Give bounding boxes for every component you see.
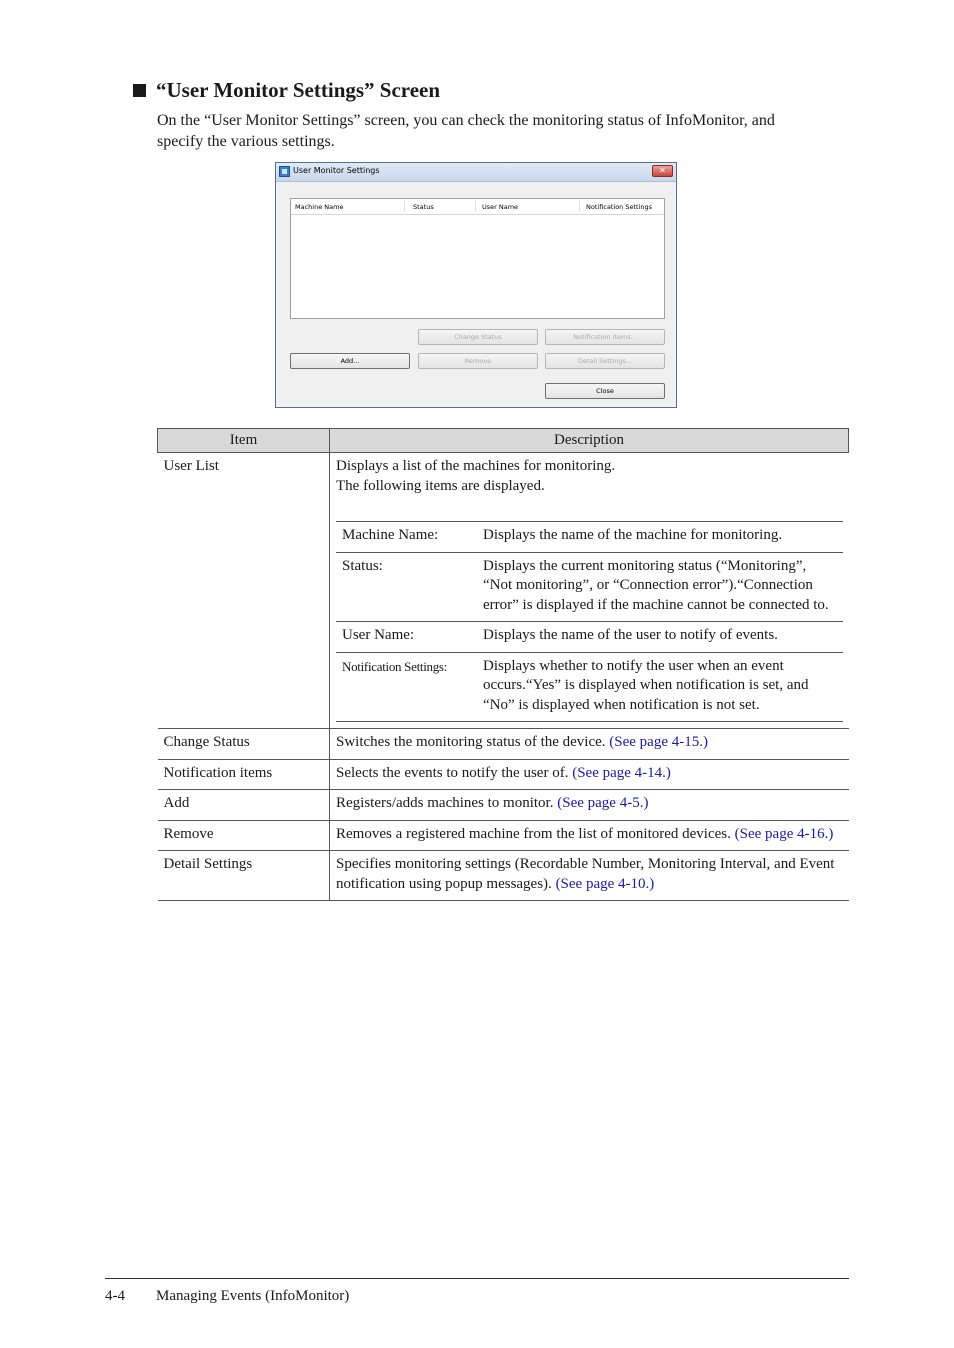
see-page-link[interactable]: (See page 4-15.)	[609, 734, 708, 750]
description-cell	[330, 820, 849, 851]
user-monitor-settings-dialog	[275, 162, 677, 408]
field-label: Status:	[336, 552, 477, 622]
field-description: Displays the name of the user to notify of events.	[477, 622, 843, 653]
table-row	[158, 820, 849, 851]
section-heading	[133, 76, 440, 104]
section-heading-text: “User Monitor Settings” Screen	[156, 78, 441, 102]
table-row	[158, 851, 849, 901]
field-row	[336, 652, 843, 722]
column-notification-settings[interactable]: Notification Settings	[586, 203, 653, 211]
item-cell: Notification items	[158, 759, 330, 790]
intro-paragraph: On the “User Monitor Settings” screen, you can check the monitoring status of InfoMonitor, and specify the various settings.	[157, 112, 775, 150]
description-cell	[330, 759, 849, 790]
table-row	[158, 759, 849, 790]
see-page-link[interactable]: (See page 4-10.)	[555, 875, 655, 892]
description-text: Switches the monitoring status of the device.	[336, 734, 610, 750]
page-number: 4-4	[105, 1288, 125, 1304]
description-text: Registers/adds machines to monitor.	[336, 795, 558, 811]
header-description: Description	[330, 429, 849, 453]
field-label: Notification Settings:	[336, 652, 477, 722]
description-text: Specifies monitoring settings (Recordable Number, Monitoring Interval, and Event notification using popup messages).	[336, 856, 835, 892]
description-cell	[330, 729, 849, 760]
description-cell	[330, 790, 849, 821]
field-description: Displays whether to notify the user when an event occurs.“Yes” is displayed when notification is set, and “No” is displayed when notification is not set.	[477, 652, 843, 722]
close-icon[interactable]: ✕	[652, 165, 673, 177]
column-user-name[interactable]: User Name	[482, 203, 519, 211]
user-list-fields	[336, 521, 843, 722]
detail-settings-button[interactable]: Detail Settings...	[545, 353, 665, 369]
dialog-titlebar	[276, 163, 676, 182]
column-machine-name[interactable]: Machine Name	[295, 203, 344, 211]
change-status-button[interactable]: Change Status	[418, 329, 538, 345]
remove-button[interactable]: Remove	[418, 353, 538, 369]
table-row	[158, 729, 849, 760]
item-cell: Add	[158, 790, 330, 821]
dialog-title: User Monitor Settings	[293, 166, 380, 175]
item-description-table	[157, 428, 849, 901]
description-cell	[330, 453, 849, 729]
description-text: Selects the events to notify the user of.	[336, 764, 573, 781]
field-label: Machine Name:	[336, 522, 477, 553]
list-header	[291, 199, 664, 215]
app-icon	[279, 166, 290, 177]
square-bullet-icon	[133, 84, 146, 97]
field-row	[336, 622, 843, 653]
header-item: Item	[158, 429, 330, 453]
chapter-title: Managing Events (InfoMonitor)	[156, 1288, 350, 1304]
field-description: Displays the name of the machine for monitoring.	[477, 522, 843, 553]
table-row	[158, 790, 849, 821]
description-line: The following items are displayed.	[336, 477, 545, 494]
dialog-client	[279, 182, 673, 404]
close-button[interactable]: Close	[545, 383, 665, 399]
table-row	[158, 453, 849, 729]
see-page-link[interactable]: (See page 4-14.)	[572, 764, 671, 781]
see-page-link[interactable]: (See page 4-5.)	[557, 795, 649, 811]
description-text: Removes a registered machine from the list of monitored devices.	[336, 825, 735, 842]
page-footer	[105, 1286, 349, 1306]
footer-divider	[105, 1278, 849, 1279]
item-cell: User List	[158, 453, 330, 729]
description-line: Displays a list of the machines for monitoring.	[336, 458, 616, 474]
field-label: User Name:	[336, 622, 477, 653]
notification-items-button[interactable]: Notification items...	[545, 329, 665, 345]
user-list-view[interactable]	[290, 198, 665, 319]
item-cell: Remove	[158, 820, 330, 851]
item-cell: Detail Settings	[158, 851, 330, 901]
table-header-row	[158, 429, 849, 453]
field-row	[336, 552, 843, 622]
field-row	[336, 522, 843, 553]
description-cell	[330, 851, 849, 901]
see-page-link[interactable]: (See page 4-16.)	[734, 825, 834, 842]
column-status[interactable]: Status	[413, 203, 434, 211]
add-button[interactable]: Add...	[290, 353, 410, 369]
item-cell: Change Status	[158, 729, 330, 760]
field-description: Displays the current monitoring status (“Monitoring”, “Not monitoring”, or “Connection error”).“Connection error” is displayed if the machine cannot be connected to.	[477, 552, 843, 622]
